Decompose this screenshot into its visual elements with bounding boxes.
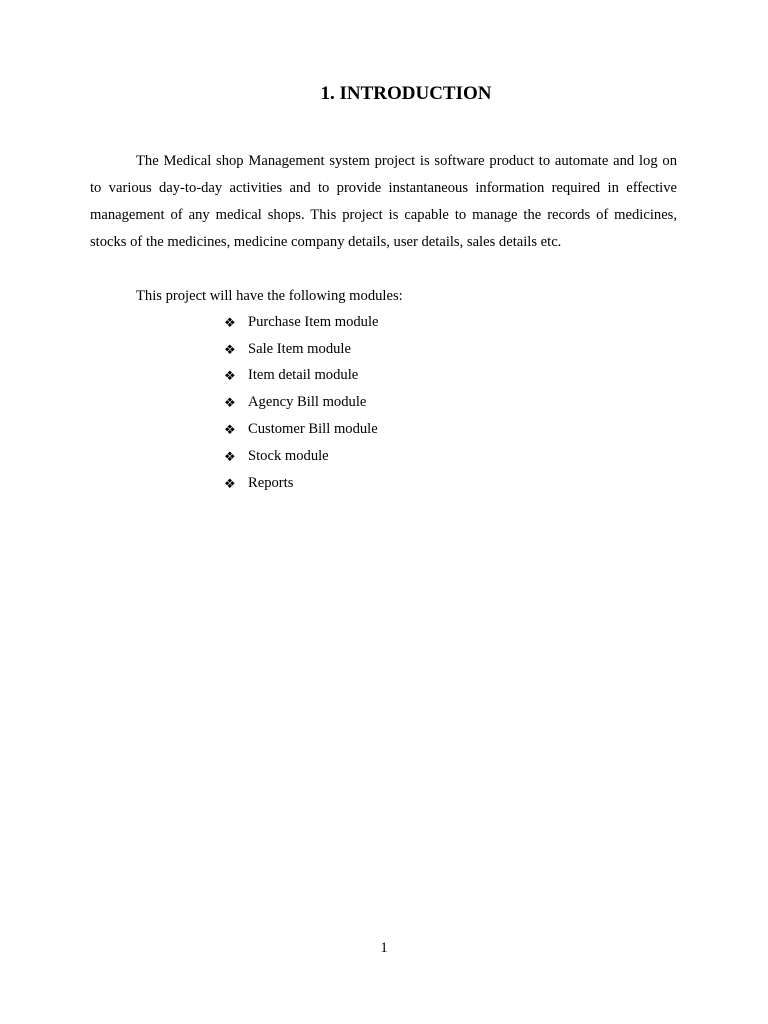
modules-lead-text: This project will have the following modules: (136, 288, 403, 304)
intro-paragraph: The Medical shop Management system project is software product to automate and log on to various day-to-day activities and to provide instantaneous information required in effective management of any medical shops. This project is capable to manage the records of medicines, stocks of the medicines, medicine company details, user details, sales details etc. (90, 153, 677, 250)
module-label: Agency Bill module (248, 394, 367, 411)
section-heading: 1. INTRODUCTION (320, 83, 492, 104)
list-item (224, 416, 379, 443)
bullet-icon: ❖ (224, 422, 236, 438)
list-item (224, 309, 379, 336)
list-item (224, 470, 379, 497)
list-item (224, 443, 379, 470)
page-number: 1 (380, 940, 388, 956)
module-label: Stock module (248, 447, 329, 464)
bullet-icon: ❖ (224, 448, 236, 464)
module-list (224, 309, 379, 497)
module-label: Purchase Item module (248, 313, 379, 330)
list-item (224, 336, 379, 363)
bullet-icon: ❖ (224, 475, 236, 491)
list-item (224, 389, 379, 416)
module-label: Customer Bill module (248, 421, 378, 438)
bullet-icon: ❖ (224, 368, 236, 384)
module-label: Item detail module (248, 367, 359, 384)
list-item (224, 363, 379, 390)
bullet-icon: ❖ (224, 314, 236, 330)
bullet-icon: ❖ (224, 395, 236, 411)
module-label: Reports (248, 474, 294, 491)
bullet-icon: ❖ (224, 341, 236, 357)
module-label: Sale Item module (248, 340, 351, 357)
